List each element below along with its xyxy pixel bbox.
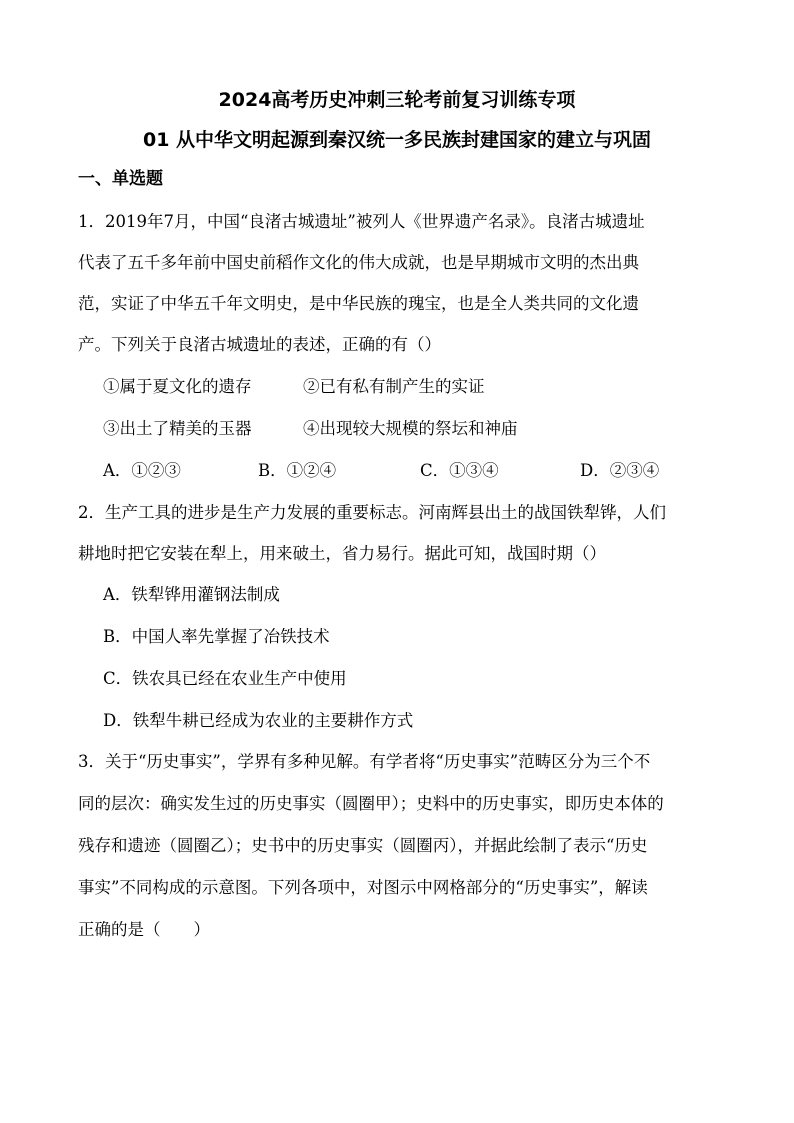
document-subtitle: 01 从中华文明起源到秦汉统一多民族封建国家的建立与巩固	[142, 129, 652, 151]
answer-option-d[interactable]: D．②③④	[580, 461, 660, 480]
question-text-line: 残存和遗迹（圆圈乙）；史书中的历史事实（圆圈丙），并据此绘制了表示“历史	[78, 836, 648, 855]
question-text-line: 3．关于“历史事实”，学界有多种见解。有学者将“历史事实”范畴区分为三个不	[78, 752, 651, 771]
answer-option-b[interactable]: B．中国人率先掌握了冶铁技术	[103, 627, 330, 646]
answer-option-b[interactable]: B．①②④	[258, 461, 337, 480]
question-text-line: 产。下列关于良渚古城遗址的表述，正确的有（）	[78, 335, 441, 354]
question-text-line: 代表了五千多年前中国史前稻作文化的伟大成就，也是早期城市文明的杰出典	[78, 253, 639, 272]
statement-item: ①属于夏文化的遗存	[103, 377, 252, 396]
statement-item: ②已有私有制产生的实证	[303, 377, 485, 396]
question-text-line: 耕地时把它安装在犁上，用来破土，省力易行。据此可知，战国时期（）	[78, 544, 606, 563]
question-text-line: 正确的是（ ）	[78, 920, 210, 939]
section-heading: 一、单选题	[78, 169, 163, 189]
answer-option-a[interactable]: A．铁犁铧用灌钢法制成	[103, 585, 280, 604]
question-text-line: 1．2019年7月，中国“良渚古城遗址”被列人《世界遗产名录》。良渚古城遗址	[78, 212, 645, 231]
question-text-line: 范，实证了中华五千年文明史，是中华民族的瑰宝，也是全人类共同的文化遗	[78, 294, 639, 313]
statement-item: ④出现较大规模的祭坛和神庙	[303, 419, 518, 438]
document-title: 2024高考历史冲刺三轮考前复习训练专项	[218, 89, 576, 111]
question-text-line: 同的层次：确实发生过的历史事实（圆圈甲）；史料中的历史事实，即历史本体的	[78, 794, 664, 813]
answer-option-c[interactable]: C．铁农具已经在农业生产中使用	[103, 669, 347, 688]
answer-option-a[interactable]: A．①②③	[103, 461, 181, 480]
answer-option-d[interactable]: D．铁犁牛耕已经成为农业的主要耕作方式	[103, 711, 414, 730]
question-text-line: 事实”不同构成的示意图。下列各项中，对图示中网格部分的“历史事实”，解读	[78, 878, 648, 897]
question-text-line: 2．生产工具的进步是生产力发展的重要标志。河南辉县出土的战国铁犁铧，人们	[78, 503, 666, 522]
answer-option-c[interactable]: C．①③④	[420, 461, 499, 480]
statement-item: ③出土了精美的玉器	[103, 419, 252, 438]
